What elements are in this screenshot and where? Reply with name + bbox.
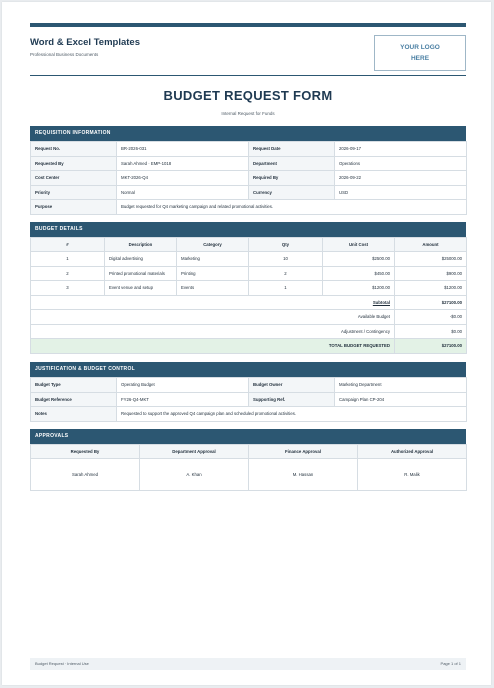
row-amount: $1200.00 [395,281,467,296]
request-date-label: Request Date [249,142,335,157]
purpose-label: Purpose [31,200,117,215]
row-category: Printing [177,266,249,281]
row-qty: 1 [249,281,323,296]
purpose-value: Budget requested for Q4 marketing campaign and related promotional activities. [117,200,467,215]
budget-owner-label: Budget Owner [249,378,335,393]
table-row [31,200,467,215]
table-row [31,185,467,200]
col-header-category: Category [177,238,249,252]
logo-line-2: HERE [410,55,430,62]
requested-by-label: Requested By [31,156,117,171]
budget-details-section-header: BUDGET DETAILS [30,222,466,237]
approvals-table [30,444,467,491]
row-category: Marketing [177,252,249,267]
subtotal-row [31,295,467,310]
available-budget-value: -$0.00 [395,310,467,325]
available-budget-row [31,310,467,325]
brand-tagline: Professional Business Documents [30,52,99,57]
adjustment-row [31,324,467,339]
total-label: TOTAL BUDGET REQUESTED [31,339,395,354]
table-row [31,171,467,186]
authorized-approver-name: R. Malik [358,459,467,491]
col-header-finance-approval: Finance Approval [249,445,358,459]
footer-page-number: Page 1 of 1 [440,661,461,666]
department-label: Department [249,156,335,171]
row-description: Digital advertising [105,252,177,267]
table-row [31,156,467,171]
approvals-section-header: APPROVALS [30,429,466,444]
table-row [31,407,467,422]
row-qty: 2 [249,266,323,281]
row-number: 3 [31,281,105,296]
cost-center-label: Cost Center [31,171,117,186]
requisition-section-header: REQUISITION INFORMATION [30,126,466,141]
priority-value: Normal [117,185,249,200]
request-date-value: 2026-09-17 [335,142,467,157]
available-budget-label: Available Budget [31,310,395,325]
brand-block [30,37,140,57]
table-header-row [31,238,467,252]
finance-approver-name: M. Hassan [249,459,358,491]
col-header-number: # [31,238,105,252]
row-description: Printed promotional materials [105,266,177,281]
justification-section-header: JUSTIFICATION & BUDGET CONTROL [30,362,466,377]
subtotal-value: $27100.00 [395,295,467,310]
row-description: Event venue and setup [105,281,177,296]
col-header-qty: Qty [249,238,323,252]
row-number: 2 [31,266,105,281]
footer-left-text: Budget Request · Internal Use [35,661,89,666]
budget-owner-value: Marketing Department [335,378,467,393]
table-header-row [31,445,467,459]
total-value: $27100.00 [395,339,467,354]
justification-table [30,377,467,422]
budget-type-value: Operating Budget [117,378,249,393]
requested-by-name: Sarah Ahmed [31,459,140,491]
row-amount: $25000.00 [395,252,467,267]
request-no-label: Request No. [31,142,117,157]
department-approver-name: A. Khan [140,459,249,491]
col-header-unit-cost: Unit Cost [323,238,395,252]
col-header-description: Description [105,238,177,252]
notes-label: Notes [31,407,117,422]
priority-label: Priority [31,185,117,200]
adjustment-value: $0.00 [395,324,467,339]
required-by-value: 2026-09-22 [335,171,467,186]
row-number: 1 [31,252,105,267]
table-row [31,378,467,393]
budget-type-label: Budget Type [31,378,117,393]
required-by-label: Required By [249,171,335,186]
row-unit-cost: $2500.00 [323,252,395,267]
currency-value: USD [335,185,467,200]
row-category: Events [177,281,249,296]
requisition-table [30,141,467,215]
header-divider [30,75,466,76]
brand-name: Word & Excel Templates [30,37,140,48]
row-unit-cost: $1200.00 [323,281,395,296]
logo-placeholder [374,35,466,71]
document-page [2,2,491,685]
cost-center-value: MKT-2026-Q4 [117,171,249,186]
col-header-authorized-approval: Authorized Approval [358,445,467,459]
supporting-ref-value: Campaign Plan CP-204 [335,392,467,407]
table-row [31,142,467,157]
table-row [31,281,467,296]
col-header-requested-by: Requested By [31,445,140,459]
table-row [31,392,467,407]
form-title: BUDGET REQUEST FORM [163,88,333,103]
requested-by-value: Sarah Ahmed · EMP-1018 [117,156,249,171]
request-no-value: BR-2026-031 [117,142,249,157]
col-header-amount: Amount [395,238,467,252]
row-qty: 10 [249,252,323,267]
department-value: Operations [335,156,467,171]
notes-value: Requested to support the approved Q4 campaign plan and scheduled promotional activities. [117,407,467,422]
budget-reference-value: FY26-Q4-MKT [117,392,249,407]
row-unit-cost: $450.00 [323,266,395,281]
budget-reference-label: Budget Reference [31,392,117,407]
header-accent-bar [30,23,466,27]
page-footer [30,658,466,670]
table-row [31,252,467,267]
form-subtitle: Internal Request for Funds [221,111,275,116]
currency-label: Currency [249,185,335,200]
col-header-department-approval: Department Approval [140,445,249,459]
budget-details-table [30,237,467,354]
row-amount: $900.00 [395,266,467,281]
total-row [31,339,467,354]
signature-row [31,459,467,491]
supporting-ref-label: Supporting Ref. [249,392,335,407]
subtotal-label: Subtotal [31,295,395,310]
table-row [31,266,467,281]
adjustment-label: Adjustment / Contingency [31,324,395,339]
logo-line-1: YOUR LOGO [400,44,440,51]
